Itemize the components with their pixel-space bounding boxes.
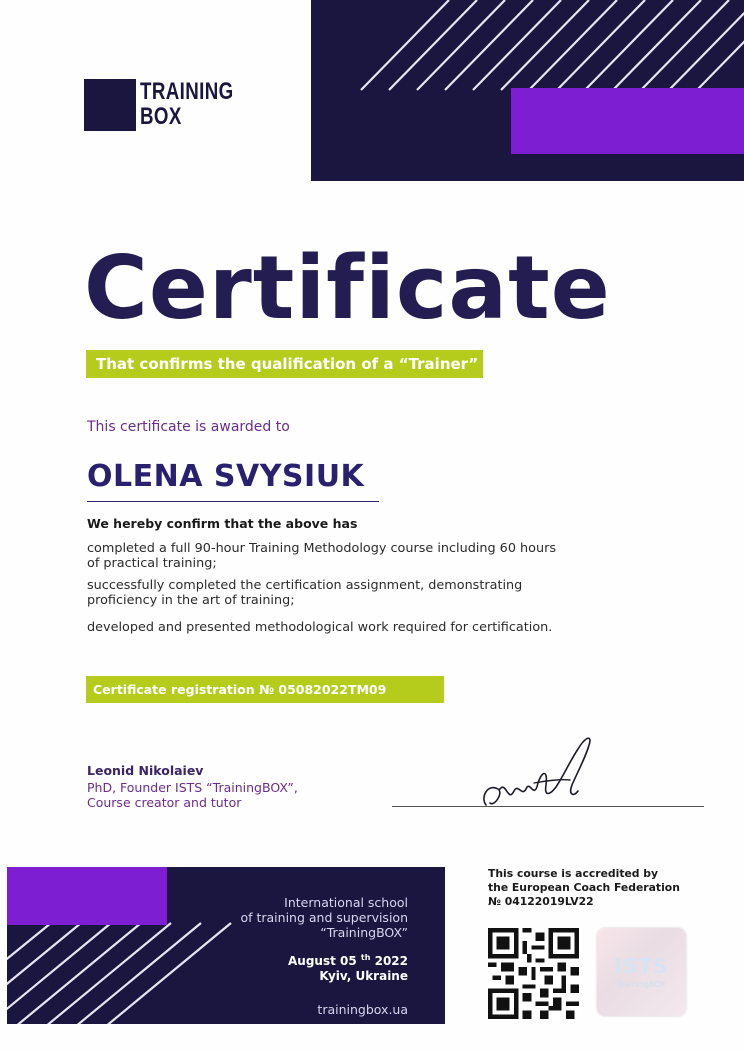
- logo-wordmark: [140, 79, 234, 131]
- date-year: 2022: [370, 954, 408, 968]
- paragraph-course: completed a full 90-hour Training Methodology course including 60 hours of practical training;: [87, 541, 557, 571]
- top-purple-band: [511, 88, 744, 154]
- paragraph-assignment: successfully completed the certification assignment, demonstrating proficiency in the art of training;: [87, 578, 523, 608]
- seal-stamp-icon: [597, 928, 686, 1016]
- school-name: [240, 895, 408, 940]
- accreditation-line-1: This course is accredited by: [488, 867, 659, 880]
- signer-role-line-1: PhD, Founder ISTS “TrainingBOX”,: [87, 780, 298, 795]
- certificate-title: Certificate: [84, 237, 611, 339]
- seal-text: ISTS: [614, 954, 669, 978]
- logo-line-2: BOX: [140, 103, 182, 130]
- paragraph-methodology: developed and presented methodological work required for certification.: [87, 620, 553, 635]
- logo-line-1: TRAINING: [140, 78, 234, 105]
- signature-icon: [478, 731, 608, 815]
- awarded-to-label: This certificate is awarded to: [87, 419, 290, 435]
- qr-code-icon: [488, 928, 579, 1019]
- signature-line: [392, 806, 704, 807]
- accreditation-line-3: № 04122019LV22: [488, 895, 594, 908]
- signer-role-line-2: Course creator and tutor: [87, 795, 242, 810]
- issue-city: Kyiv, Ukraine: [319, 969, 408, 983]
- registration-number: Certificate registration № 05082022TM09: [86, 676, 444, 703]
- date-prefix: August 05: [287, 954, 357, 968]
- school-line-2: of training and supervision: [240, 910, 408, 925]
- accreditation-line-2: the European Coach Federation: [488, 881, 680, 894]
- issue-date: [288, 950, 408, 969]
- logo-square-icon: [84, 79, 136, 131]
- qualification-subtitle: That confirms the qualification of a “Trainer”: [86, 350, 483, 378]
- confirm-heading: We hereby confirm that the above has: [87, 516, 358, 531]
- signer-name: Leonid Nikolaiev: [87, 763, 204, 778]
- accreditation-note: [488, 867, 680, 909]
- school-line-3: “TrainingBOX”: [320, 925, 408, 940]
- recipient-name: OLENA SVYSIUK: [87, 459, 365, 494]
- bottom-purple-band: [7, 867, 167, 925]
- recipient-underline: [87, 501, 379, 502]
- date-suffix: th: [360, 953, 371, 962]
- issue-date-block: [288, 950, 408, 984]
- website-link: trainingbox.ua: [317, 1002, 408, 1017]
- school-line-1: International school: [284, 895, 408, 910]
- trainingbox-logo: [84, 79, 260, 131]
- seal-subtext: TrainingBOX: [617, 980, 666, 989]
- signer-role: [87, 780, 298, 810]
